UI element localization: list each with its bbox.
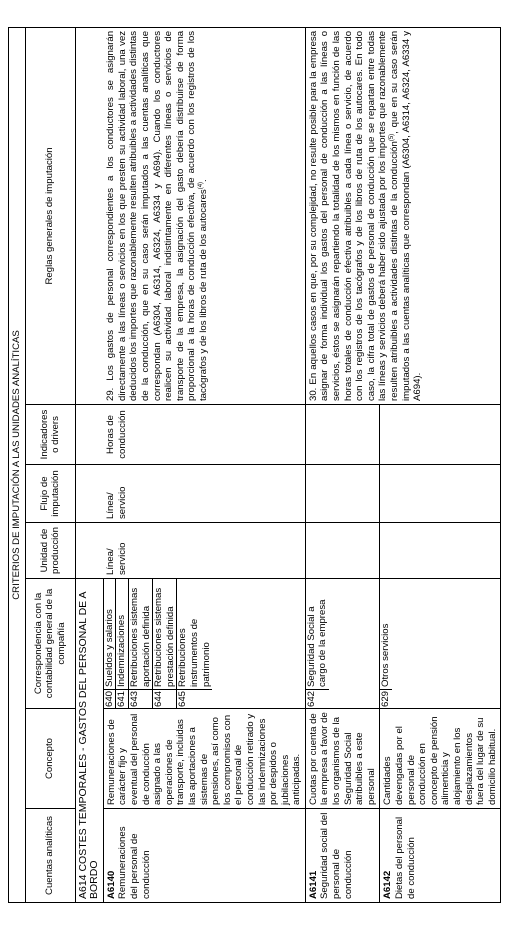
account-name: Seguridad social del personal de conducción xyxy=(319,812,354,899)
account-number: 645 xyxy=(177,689,212,708)
flujo-cell: Línea/ servicio xyxy=(103,465,305,523)
account-label: Seguridad Social a cargo de la empresa xyxy=(305,599,329,687)
account-cell-a6140 xyxy=(103,809,305,903)
account-number: 629 xyxy=(380,690,392,707)
unidad-cell: Línea/ servicio xyxy=(103,523,305,579)
account-label: Retribuciones sistemas aportación definida xyxy=(129,579,153,689)
imputation-criteria-table xyxy=(8,27,501,903)
header-concepto: Concepto xyxy=(25,709,75,809)
account-number: 640 xyxy=(103,690,115,707)
account-code: A6142 xyxy=(382,870,394,899)
header-correspondencia: Correspondencia con la contabilidad general de la compañía xyxy=(25,579,75,709)
concept-name-a6141: Cuotas por cuenta de la empresa a favor de los organismos de la Seguridad Social atribuibles a este personal xyxy=(305,709,380,809)
correspondence-cell-a6140 xyxy=(103,579,305,709)
section-title: A614 COSTES TEMPORALES - GASTOS DEL PERSONAL DE A BORDO xyxy=(75,579,103,903)
concept-name-a6140: Remuneraciones de carácter fijo y eventual del personal de conducción asignado a las operaciones de transporte, incluidas las aportaciones a sistemas de pensiones, así como los compromisos con el personal de conducción retirado y las indemnizaciones por despidos o jubilaciones anticipadas. xyxy=(103,709,305,809)
account-label: Otros servicios xyxy=(380,623,392,687)
rule-29: 29. Los gastos de personal correspondientes a los conductores se asignarán directamente a las líneas o servicios en los que presten su actividad laboral, una vez deducidos los importes que razonablemente resulten atribuibles a actividades distintas de la conducción, que en su caso serán imputados a las cuentas analíticas que correspondan (A6304, A6314, A6324, A6334 y A694). Cuando los conductores realicen su actividad laboral indistintamente en diferentes líneas o servicios de transporte de la empresa, la asignación del gasto debería distribuirse de forma proporcional a la horas de conducción efectiva, de acuerdo con los registros de los tacógrafos y de los libros de ruta de los autocares$^{(4)}$. xyxy=(103,27,305,404)
rule-30: 30. En aquellos casos en que, por su complejidad, no resulte posible para la empresa asignar de forma individual los gastos del personal de conducción a las líneas o servicios, éstos se asignarán repartiendo la totalidad de los mismos en función de las horas totales de conducción efectiva atribuibles a cada línea o servicio, de acuerdo con los registros de los tacógrafos y de los libros de ruta de los autocares. En todo caso, la cifra total de gastos de personal de conducción que se repartan entre todas las líneas y servicios deberá haber sido ajustada por los importes que razonablemente resulten atribuibles a actividades distintas de la conducción$^{(5)}$, que en su caso serán imputados a las cuentas analíticas que correspondan (A6304, A6314, A6324, A6334 y A694). xyxy=(305,27,501,404)
table-row-a6141 xyxy=(305,27,380,902)
correspondence-cell-a6142 xyxy=(380,579,501,709)
header-flujo: Flujo de imputación xyxy=(25,465,75,523)
footnote-ref: (5) xyxy=(388,133,395,142)
account-code: A6141 xyxy=(307,870,319,899)
account-label: Retribuciones sistemas prestación definida xyxy=(153,579,177,689)
account-name: Remuneraciones del personal de conducción xyxy=(117,826,152,899)
account-number: 642 xyxy=(306,689,329,708)
account-label: Indemnizaciones xyxy=(116,579,129,689)
account-name: Dietas del personal de conducción xyxy=(394,816,417,899)
header-cuentas: Cuentas analíticas xyxy=(25,809,75,903)
account-code: A6140 xyxy=(105,870,117,899)
concept-name-a6142: Cantidades devengadas por el personal de conducción en concepto de pensión alimenticia y alojamiento en los desplazamientos fuera del lugar de su domicilio habitual. xyxy=(380,709,501,809)
footnote-ref: (4) xyxy=(197,181,204,190)
account-label: Retribuciones instrumentos de patrimonio xyxy=(177,618,212,687)
table-group-title: CRITERIOS DE IMPUTACIÓN A LAS UNIDADES ANALÍTICAS xyxy=(9,27,26,902)
table-row-a6140 xyxy=(103,27,305,902)
indicador-cell: Horas de conducción xyxy=(103,405,305,465)
account-number: 641 xyxy=(116,690,128,707)
header-reglas: Reglas generales de imputación xyxy=(25,27,75,404)
account-label: Sueldos y salarios xyxy=(104,579,117,689)
account-number: 644 xyxy=(153,689,177,708)
header-unidad: Unidad de producción xyxy=(25,523,75,579)
account-cell-a6141 xyxy=(305,809,380,903)
account-number: 643 xyxy=(129,689,153,708)
correspondence-cell-a6141 xyxy=(305,579,380,709)
header-indicadores: Indicadores o drivers xyxy=(25,405,75,465)
account-cell-a6142 xyxy=(380,809,501,903)
